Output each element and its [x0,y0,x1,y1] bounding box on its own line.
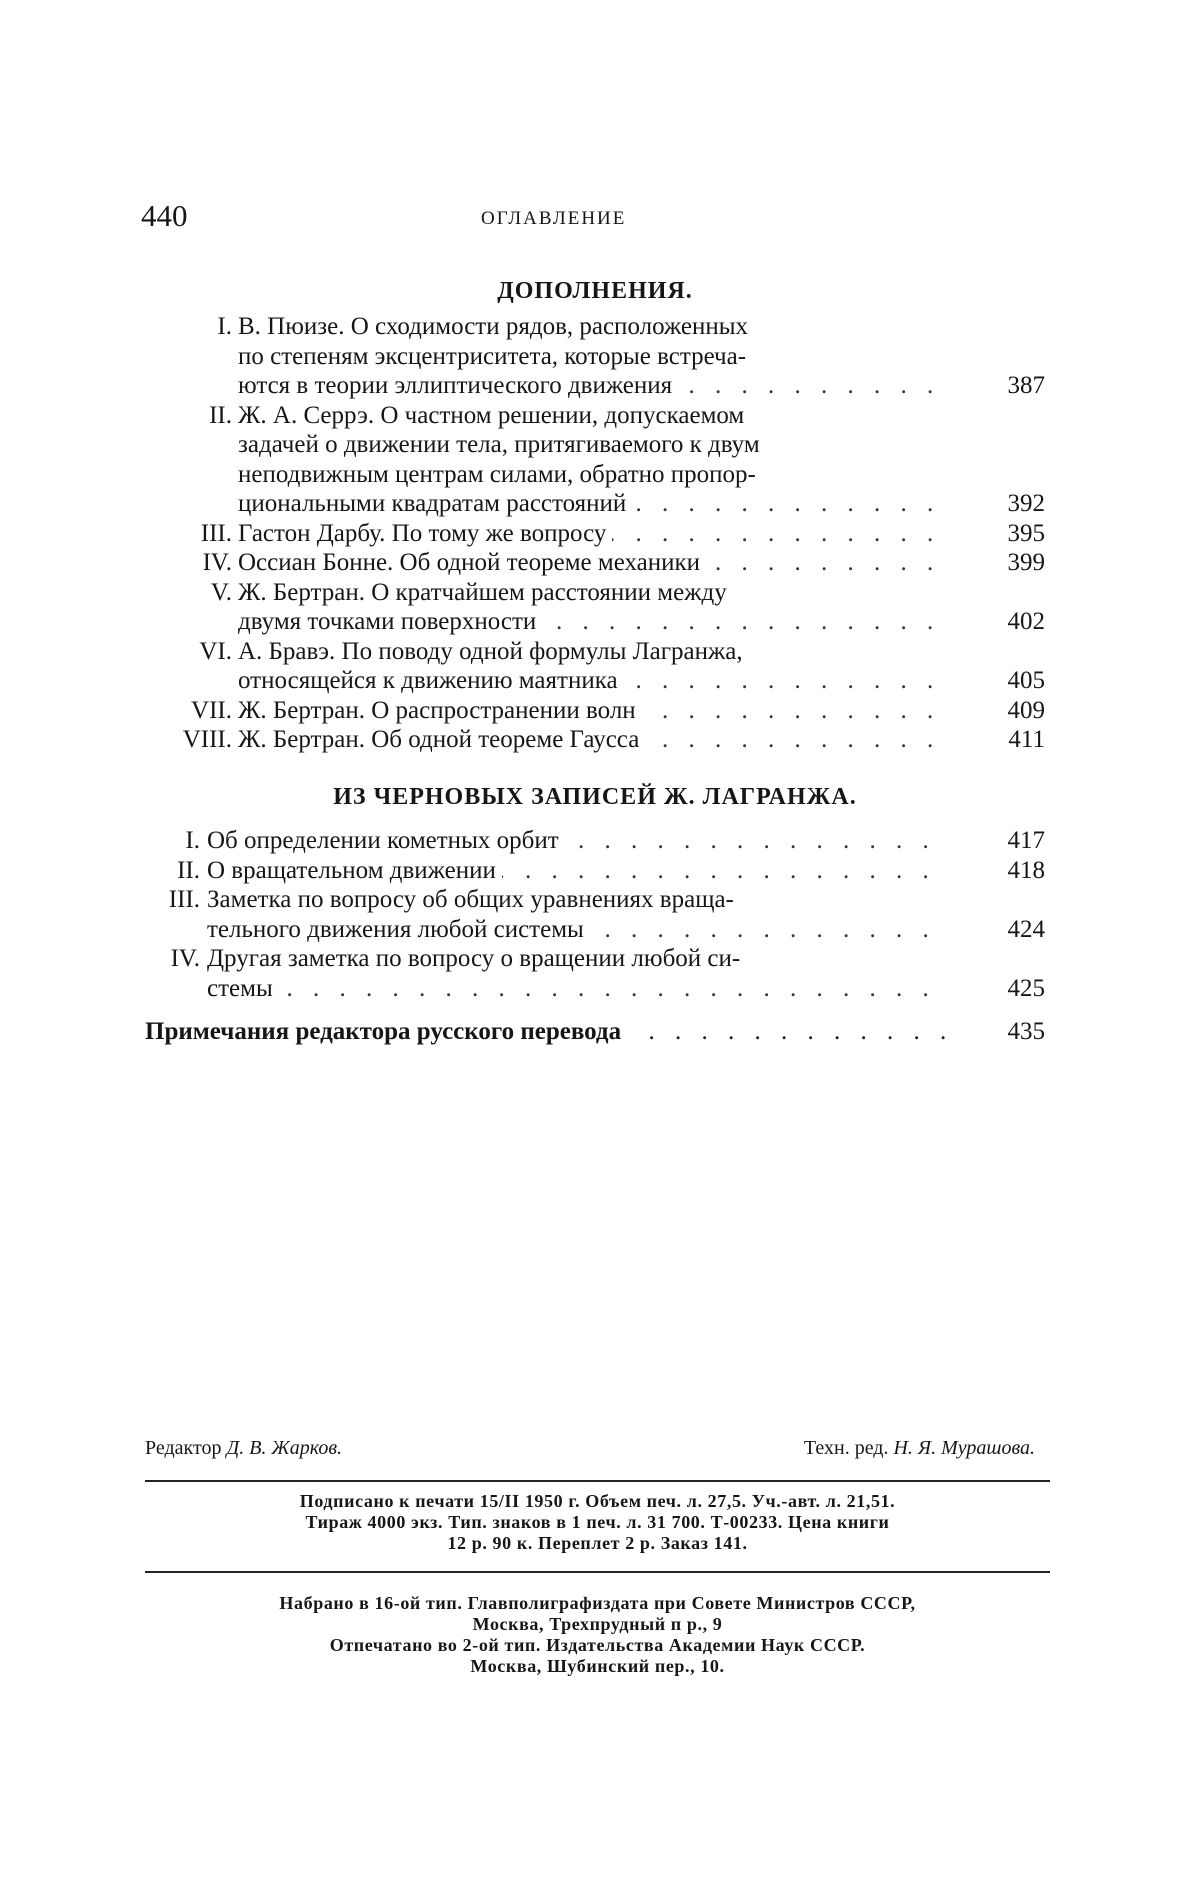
entry-line: неподвижным центрам силами, обратно пропор- [238,460,952,490]
toc-entry[interactable] [0,856,1200,886]
print-details [145,1491,1050,1554]
imprint-line: Москва, Шубинский пер., 10. [145,1656,1050,1677]
entry-text [238,578,952,637]
entry-line: О вращательном движении [207,857,502,884]
entry-page-ref: 392 [975,489,1045,519]
entry-numeral: III. [130,885,200,915]
entry-line: Ж. Бертран. Об одной теореме Гаусса [238,726,645,753]
editor-credit [145,1437,342,1460]
entry-numeral: VII. [162,696,232,726]
imprint-line: Отпечатано во 2-ой тип. Издательства Академии Наук СССР. [145,1635,1050,1656]
entry-numeral: VIII. [162,725,232,755]
entry-line: В. Пюизе. О сходимости рядов, расположенных [238,312,952,342]
toc-entry[interactable] [0,312,1200,401]
entry-text [238,696,952,726]
entry-page-ref: 399 [975,548,1045,578]
running-title: ОГЛАВЛЕНИЕ [481,208,626,230]
entry-text [238,548,952,578]
entry-page-ref: 402 [975,607,1045,637]
entry-line: Другая заметка по вопросу о вращении любой си- [207,944,952,974]
entry-page-ref: 405 [975,666,1045,696]
imprint-line: Набрано в 16-ой тип. Главполиграфиздата при Совете Министров СССР, [145,1593,1050,1614]
entry-numeral: V. [162,578,232,608]
entry-line: циональными квадратам расстояний [238,490,632,517]
leader-dots: . . . . . . . . . . . . . . . . . . . . . . . . . [207,974,948,1004]
entry-page-ref: 411 [975,725,1045,755]
toc-entry[interactable] [0,519,1200,549]
entry-line: задачей о движении тела, притягиваемого к двум [238,430,952,460]
book-page [0,0,1200,1880]
entry-line: Оссиан Бонне. Об одной теореме механики [238,549,706,576]
entry-line: Заметка по вопросу об общих уравнениях враща- [207,885,952,915]
entry-text [238,312,952,401]
entry-line: двумя точками поверхности [238,608,542,635]
toc-entry[interactable] [0,696,1200,726]
leader-dots: . . . . . . . . . . . . . . [207,826,948,856]
page-number: 440 [141,198,188,234]
entry-text [207,885,952,944]
entry-page-ref: 409 [975,696,1045,726]
entry-page-ref: 395 [975,519,1045,549]
entry-text [238,401,952,519]
toc-entry[interactable] [0,725,1200,755]
entry-line: тельного движения любой системы [207,916,590,943]
tech-editor-name: Н. Я. Мурашова. [893,1437,1035,1459]
entry-page-ref: 425 [975,974,1045,1004]
entry-text [207,944,952,1003]
entry-text [238,725,952,755]
entry-numeral: II. [130,856,200,886]
entry-line: относящейся к движению маятника [238,667,624,694]
typesetting-details [145,1593,1050,1677]
section-title-drafts: ИЗ ЧЕРНОВЫХ ЗАПИСЕЙ Ж. ЛАГРАНЖА. [145,784,1045,811]
entry-page-ref: 387 [975,371,1045,401]
toc-entry[interactable] [0,637,1200,696]
credits [145,1437,1045,1467]
entry-numeral: IV. [130,944,200,974]
entry-text [238,637,952,696]
entry-line: стемы [207,975,279,1002]
entry-line: ются в теории эллиптического движения [238,372,678,399]
toc-entry[interactable] [0,401,1200,519]
running-head [141,198,1041,238]
toc-entry[interactable] [0,578,1200,637]
entry-line: Ж. Бертран. О кратчайшем расстоянии между [238,578,952,608]
toc-entry[interactable] [0,548,1200,578]
entry-numeral: III. [162,519,232,549]
entry-line: Гастон Дарбу. По тому же вопросу [238,520,612,547]
entry-line: по степеням эксцентриситета, которые встреча- [238,342,952,372]
entry-numeral: I. [130,826,200,856]
divider-rule [145,1571,1050,1573]
leader-dots: . . . . . . . . . . . . . . . [238,607,948,637]
entry-numeral: I. [162,312,232,342]
imprint-line: Подписано к печати 15/II 1950 г. Объем печ. л. 27,5. Уч.-авт. л. 21,51. [145,1491,1050,1512]
imprint-line: 12 р. 90 к. Переплет 2 р. Заказ 141. [145,1533,1050,1554]
entry-text [207,856,952,886]
imprint-line: Тираж 4000 экз. Тип. знаков в 1 печ. л. 31 700. Т-00233. Цена книги [145,1512,1050,1533]
entry-line: Ж. А. Серрэ. О частном решении, допускаемом [238,401,952,431]
entry-text [207,826,952,856]
entry-numeral: VI. [162,637,232,667]
entry-numeral: II. [162,401,232,431]
toc-entry[interactable] [0,826,1200,856]
divider-rule [145,1480,1050,1482]
editor-label: Редактор [145,1437,221,1459]
leader-dots: . . . . . . . . . . . . . . . . . [207,856,948,886]
entry-numeral: IV. [162,548,232,578]
toc-entry[interactable] [0,944,1200,1003]
toc-entry-notes[interactable] [145,1018,1045,1050]
notes-page-ref: 435 [1008,1018,1046,1046]
entry-page-ref: 424 [975,915,1045,945]
entry-text [238,519,952,549]
tech-editor-label: Техн. ред. [804,1437,889,1459]
entry-line: А. Бравэ. По поводу одной формулы Лагранжа, [238,637,952,667]
entry-line: Об определении кометных орбит [207,827,565,854]
entry-page-ref: 417 [975,826,1045,856]
entry-page-ref: 418 [975,856,1045,886]
toc-entry[interactable] [0,885,1200,944]
entry-line: Ж. Бертран. О распространении волн [238,697,642,724]
section-title-supplements: ДОПОЛНЕНИЯ. [145,278,1045,305]
tech-editor-credit [804,1437,1035,1460]
editor-name: Д. В. Жарков. [226,1437,342,1459]
notes-label: Примечания редактора русского перевода [145,1018,629,1045]
imprint-line: Москва, Трехпрудный п р., 9 [145,1614,1050,1635]
